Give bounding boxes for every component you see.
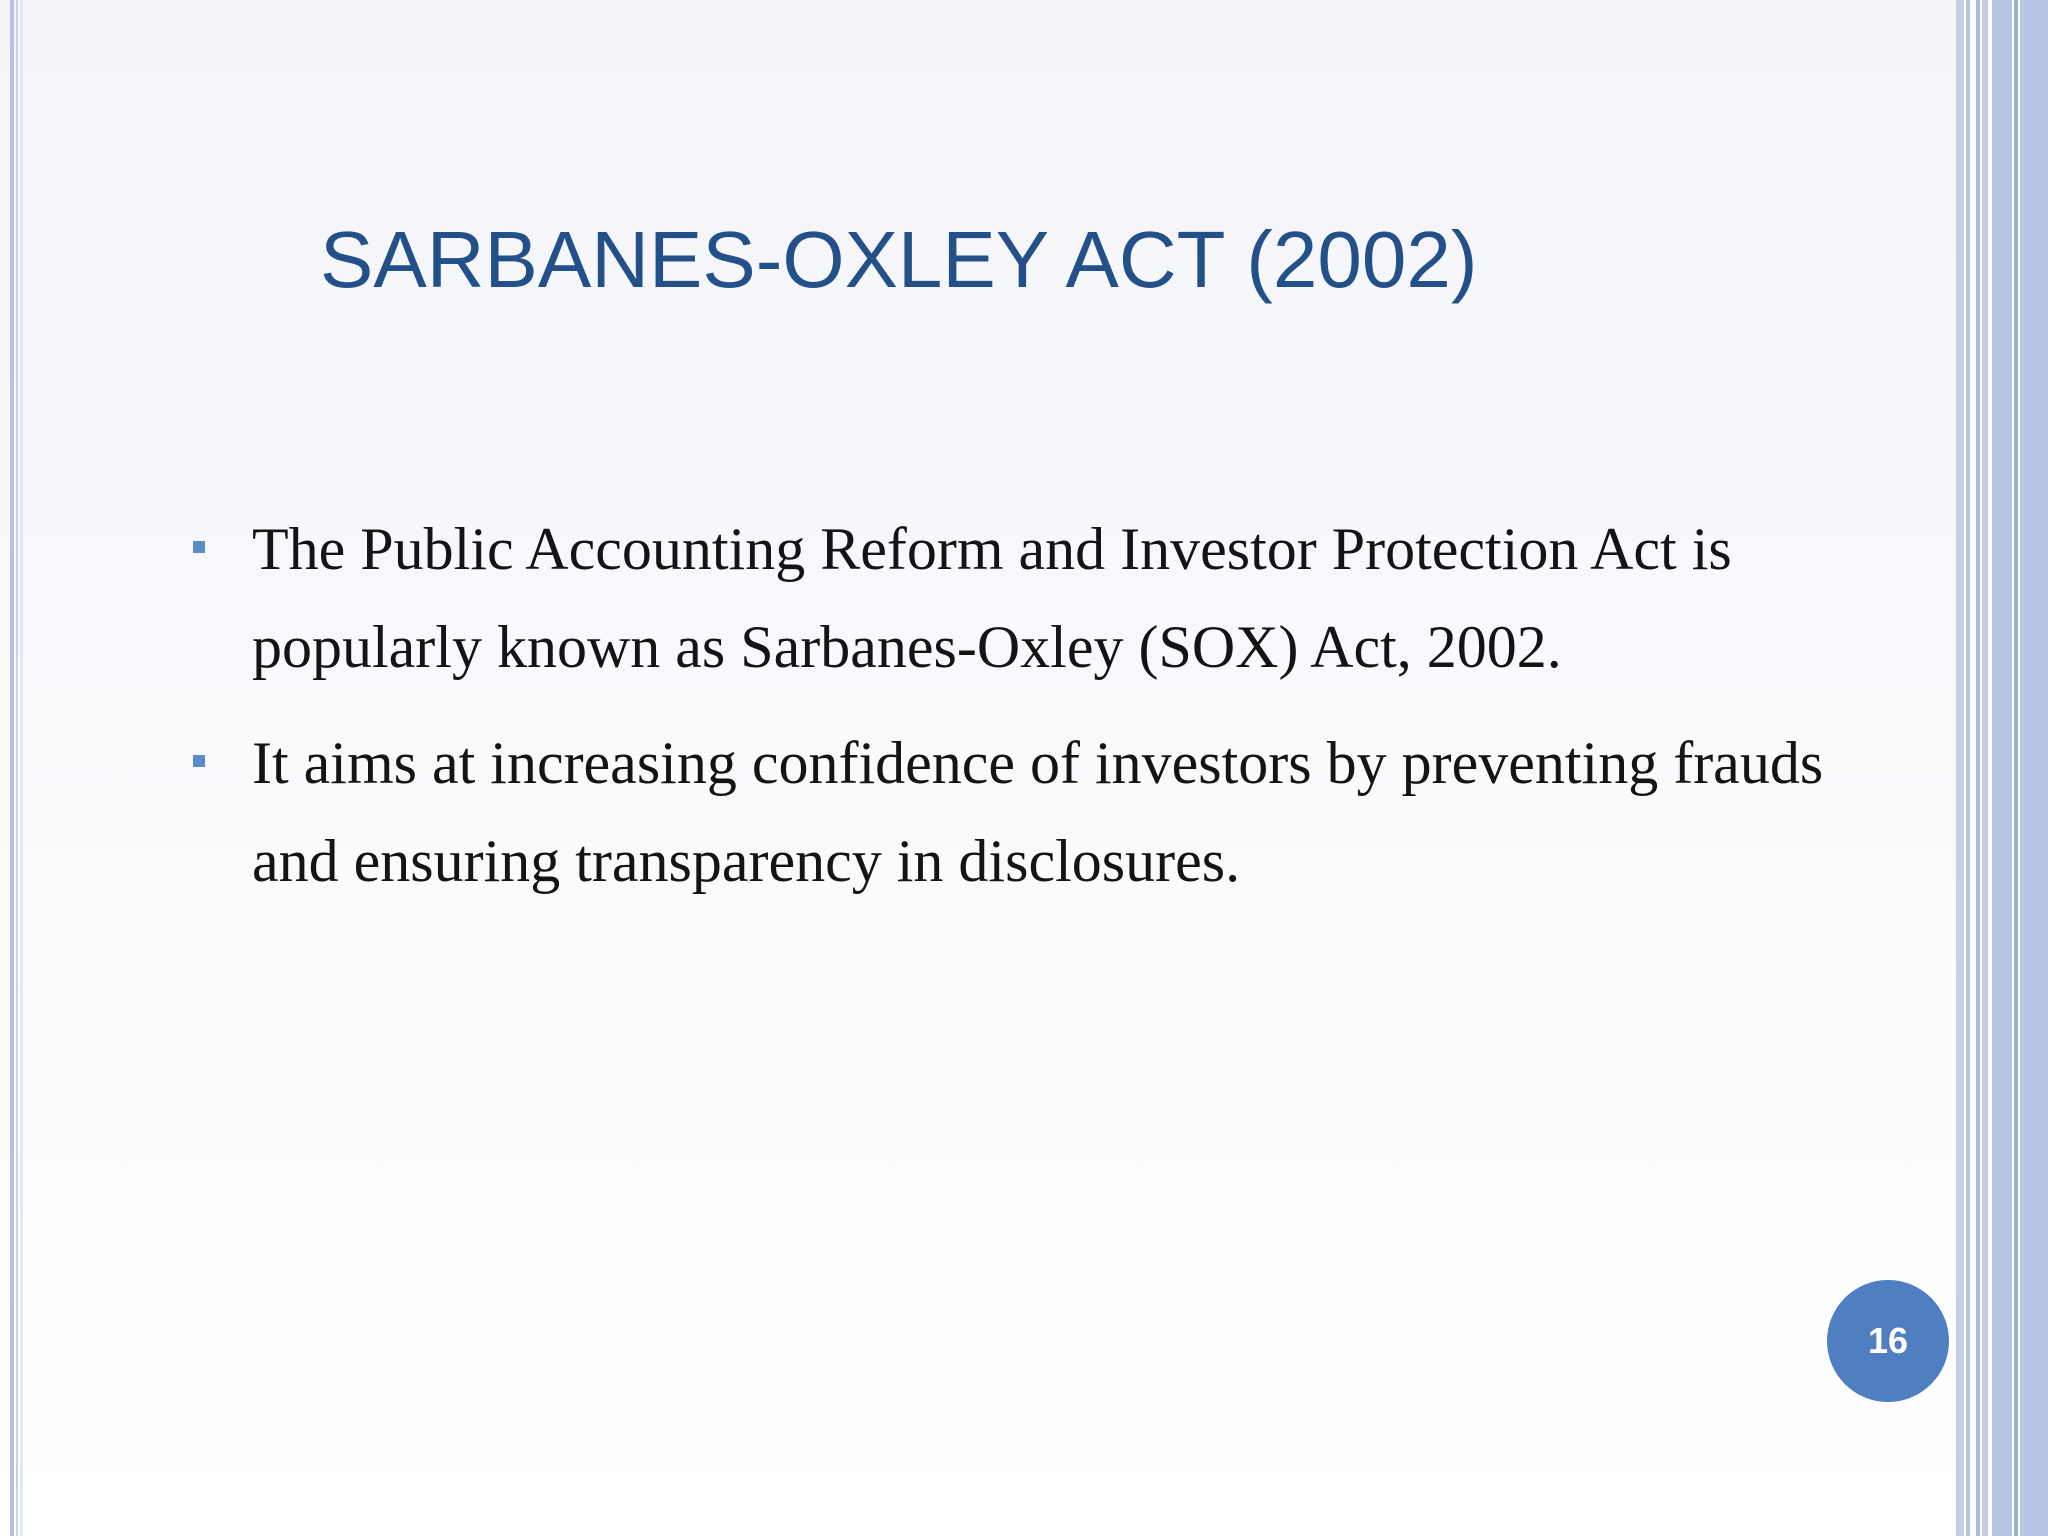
square-bullet-icon: [193, 541, 205, 553]
bullet-item: [190, 500, 1830, 696]
right-border-decoration: [1956, 0, 2048, 1536]
slide-title: SARBANES-OXLEY ACT (2002): [320, 215, 1478, 304]
right-stripe: [1966, 0, 1970, 1536]
right-stripe: [1956, 0, 1964, 1536]
left-stripe: [10, 0, 14, 1536]
bullet-list: [190, 500, 1830, 928]
right-stripe: [1992, 0, 2012, 1536]
right-stripe: [2014, 0, 2018, 1536]
bullet-text: The Public Accounting Reform and Investor Protection Act is popularly known as Sarbanes-Oxley (SOX) Act, 2002.: [252, 516, 1732, 680]
right-stripe: [1982, 0, 1988, 1536]
bullet-text: It aims at increasing confidence of investors by preventing frauds and ensuring transparency in disclosures.: [252, 730, 1824, 894]
right-stripe: [2020, 0, 2048, 1536]
right-stripe: [1976, 0, 1980, 1536]
square-bullet-icon: [193, 755, 205, 767]
left-stripe: [16, 0, 18, 1536]
left-stripe: [20, 0, 23, 1536]
left-border-decoration: [0, 0, 26, 1536]
bullet-item: [190, 714, 1830, 910]
page-number-badge: 16: [1827, 1280, 1949, 1402]
